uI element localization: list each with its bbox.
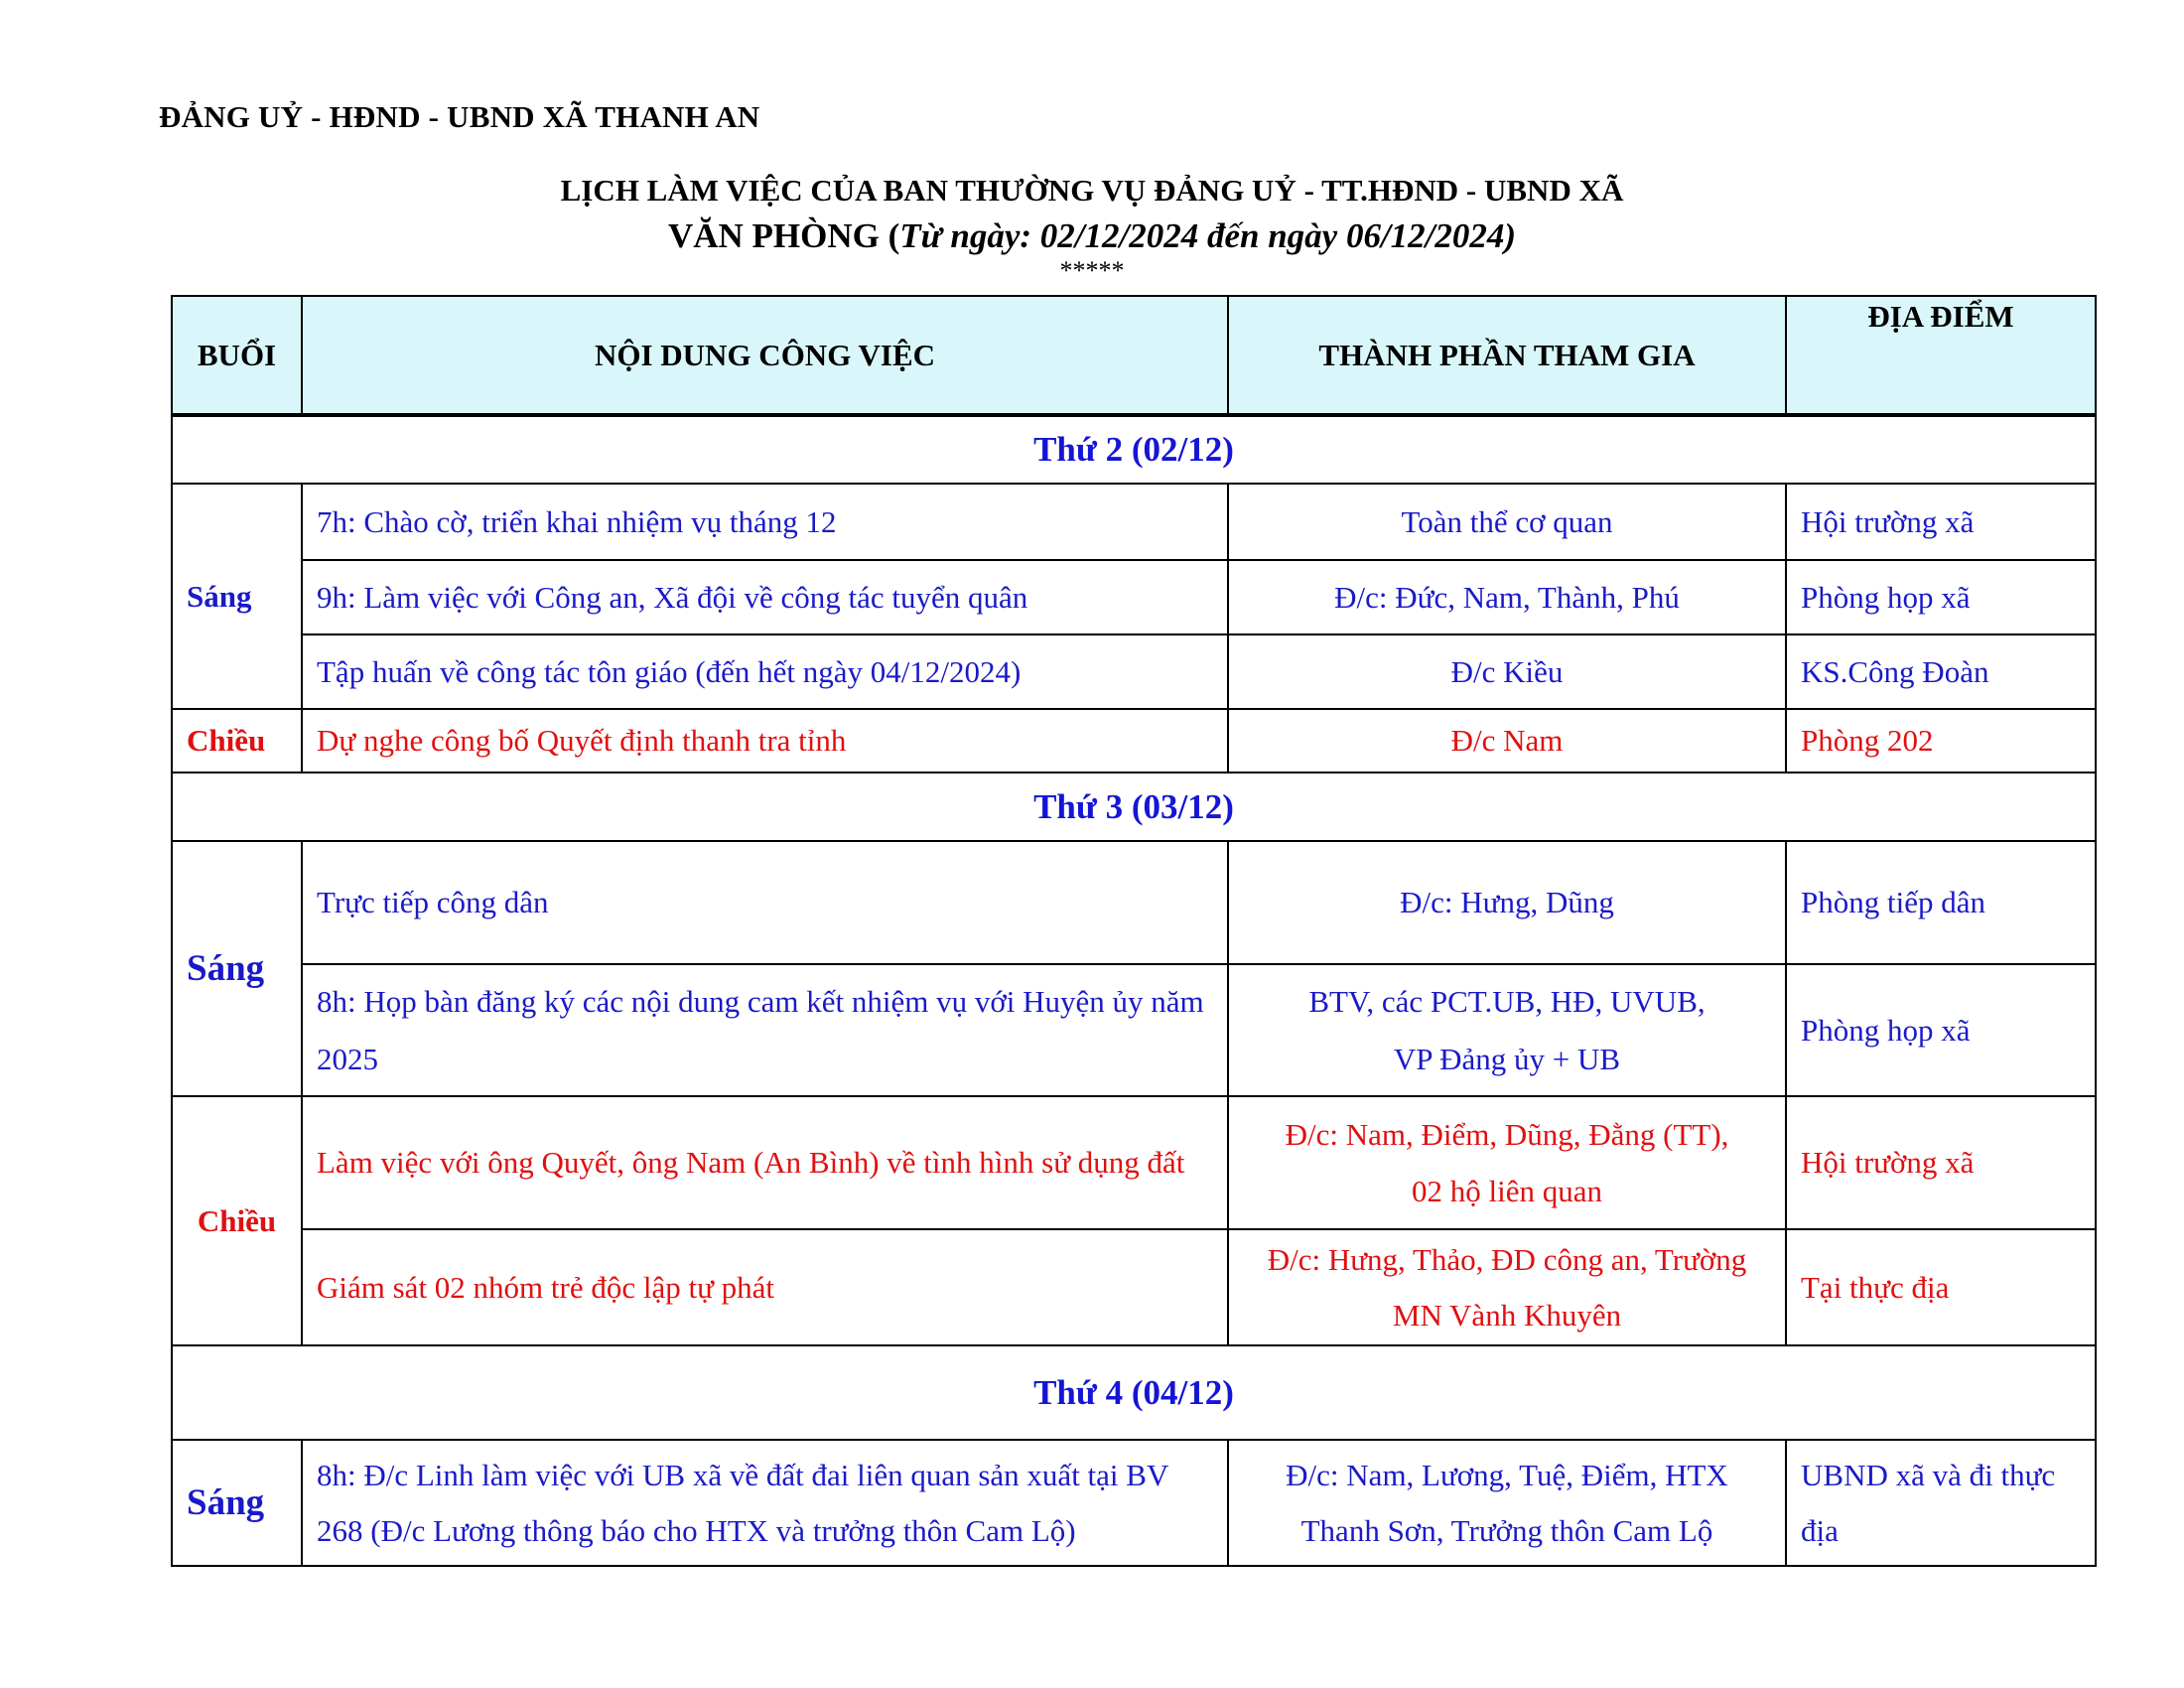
col-header-session: BUỔI	[172, 296, 302, 415]
participants-line: MN Vành Khuyên	[1392, 1297, 1622, 1333]
schedule-subtitle	[0, 216, 2184, 256]
task-participants	[1228, 1096, 1786, 1229]
task-location: Phòng 202	[1786, 709, 2096, 773]
task-location: Phòng họp xã	[1786, 560, 2096, 634]
task-content: 8h: Đ/c Linh làm việc với UB xã về đất đai liên quan sản xuất tại BV 268 (Đ/c Lương thông báo cho HTX và trưởng thôn Cam Lộ)	[302, 1440, 1228, 1566]
task-participants: Đ/c Kiều	[1228, 634, 1786, 709]
table-row	[172, 841, 2096, 964]
participants-line: BTV, các PCT.UB, HĐ, UVUB,	[1308, 984, 1706, 1020]
task-participants: Đ/c Nam	[1228, 709, 1786, 773]
table-row	[172, 964, 2096, 1096]
col-header-participants: THÀNH PHẦN THAM GIA	[1228, 296, 1786, 415]
task-content: Làm việc với ông Quyết, ông Nam (An Bình) về tình hình sử dụng đất	[302, 1096, 1228, 1229]
schedule-table	[171, 295, 2097, 1567]
task-content: 7h: Chào cờ, triển khai nhiệm vụ tháng 12	[302, 484, 1228, 560]
task-participants: Đ/c: Hưng, Dũng	[1228, 841, 1786, 964]
participants-line: 02 hộ liên quan	[1412, 1174, 1602, 1208]
task-participants	[1228, 1229, 1786, 1345]
schedule-title: LỊCH LÀM VIỆC CỦA BAN THƯỜNG VỤ ĐẢNG UỶ - TT.HĐND - UBND XÃ	[560, 173, 1624, 208]
table-header-row	[172, 296, 2096, 415]
day-label: Thứ 2 (02/12)	[172, 415, 2096, 484]
table-row	[172, 560, 2096, 634]
col-header-location: ĐỊA ĐIỂM	[1786, 296, 2096, 415]
day-label: Thứ 3 (03/12)	[172, 773, 2096, 841]
table-row	[172, 1440, 2096, 1566]
task-location: Phòng tiếp dân	[1786, 841, 2096, 964]
session-morning: Sáng	[172, 841, 302, 1096]
session-afternoon: Chiều	[172, 709, 302, 773]
participants-line: Thanh Sơn, Trưởng thôn Cam Lộ	[1300, 1512, 1713, 1548]
separator-stars: *****	[1059, 256, 1125, 285]
table-row	[172, 709, 2096, 773]
participants-line: Đ/c: Hưng, Thảo, ĐD công an, Trường	[1267, 1241, 1747, 1277]
day-label: Thứ 4 (04/12)	[172, 1345, 2096, 1440]
day-row	[172, 415, 2096, 484]
task-participants	[1228, 964, 1786, 1096]
session-morning: Sáng	[172, 1440, 302, 1566]
day-row	[172, 773, 2096, 841]
task-location: Tại thực địa	[1786, 1229, 2096, 1345]
col-header-content: NỘI DUNG CÔNG VIỆC	[302, 296, 1228, 415]
participants-line: VP Đảng ủy + UB	[1393, 1041, 1621, 1076]
task-participants	[1228, 1440, 1786, 1566]
task-content: Trực tiếp công dân	[302, 841, 1228, 964]
task-location: Hội trường xã	[1786, 484, 2096, 560]
task-participants: Đ/c: Đức, Nam, Thành, Phú	[1228, 560, 1786, 634]
task-content: Dự nghe công bố Quyết định thanh tra tỉnh	[302, 709, 1228, 773]
session-morning: Sáng	[172, 484, 302, 709]
participants-line: Đ/c: Nam, Lương, Tuệ, Điểm, HTX	[1286, 1457, 1728, 1492]
subtitle-prefix: VĂN PHÒNG (	[667, 216, 900, 255]
task-location: Phòng họp xã	[1786, 964, 2096, 1096]
task-location: Hội trường xã	[1786, 1096, 2096, 1229]
session-afternoon: Chiều	[172, 1096, 302, 1345]
table-row	[172, 1096, 2096, 1229]
org-name: ĐẢNG UỶ - HĐND - UBND XÃ THANH AN	[159, 99, 760, 134]
table-row	[172, 484, 2096, 560]
task-location: KS.Công Đoàn	[1786, 634, 2096, 709]
task-content: 8h: Họp bàn đăng ký các nội dung cam kết nhiệm vụ với Huyện ủy năm 2025	[302, 964, 1228, 1096]
participants-line: Đ/c: Nam, Điểm, Dũng, Đằng (TT),	[1285, 1116, 1729, 1152]
task-content: Tập huấn về công tác tôn giáo (đến hết ngày 04/12/2024)	[302, 634, 1228, 709]
day-row	[172, 1345, 2096, 1440]
table-row	[172, 634, 2096, 709]
task-content: 9h: Làm việc với Công an, Xã đội về công tác tuyển quân	[302, 560, 1228, 634]
date-range: Từ ngày: 02/12/2024 đến ngày 06/12/2024)	[899, 216, 1517, 255]
task-participants: Toàn thể cơ quan	[1228, 484, 1786, 560]
table-row	[172, 1229, 2096, 1345]
task-content: Giám sát 02 nhóm trẻ độc lập tự phát	[302, 1229, 1228, 1345]
task-location: UBND xã và đi thực địa	[1786, 1440, 2096, 1566]
